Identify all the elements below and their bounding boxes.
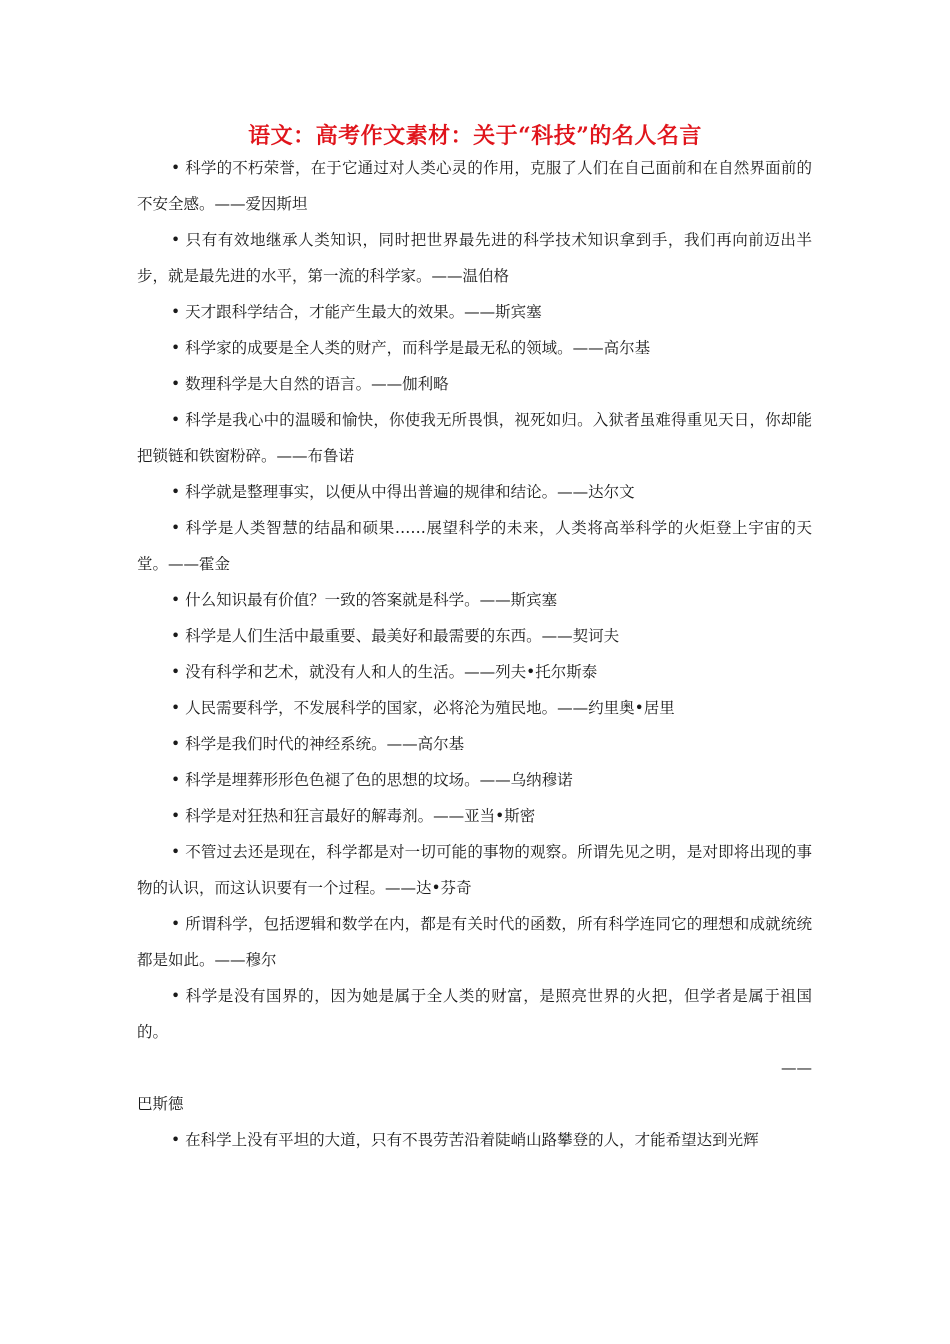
quote-author: 巴斯德 [137,1095,184,1113]
quote-item: • 不管过去还是现在，科学都是对一切可能的事物的观察。所谓先见之明，是对即将出现的事物的认识，而这认识要有一个过程。——达•芬奇 [137,843,812,897]
quote-item: • 在科学上没有平坦的大道，只有不畏劳苦沿着陡峭山路攀登的人，才能希望达到光辉 [171,1131,759,1149]
quote-item-split [137,978,812,1122]
quote-item: • 什么知识最有价值？一致的答案就是科学。——斯宾塞 [171,591,558,609]
quote-item: • 没有科学和艺术，就没有人和人的生活。——列夫•托尔斯泰 [171,663,598,681]
quote-item: • 数理科学是大自然的语言。——伽利略 [171,375,449,393]
quote-item: • 人民需要科学，不发展科学的国家，必将沦为殖民地。——约里奥•居里 [171,699,675,717]
quote-item: • 科学是我们时代的神经系统。——高尔基 [171,735,465,753]
quote-item: • 科学是人类智慧的结晶和硕果……展望科学的未来，人类将高举科学的火炬登上宇宙的天堂。——霍金 [137,519,812,573]
quote-item: • 科学是人们生活中最重要、最美好和最需要的东西。——契诃夫 [171,627,620,645]
quote-item: • 天才跟科学结合，才能产生最大的效果。——斯宾塞 [171,303,542,321]
quote-list [137,150,812,1158]
quote-item: • 科学的不朽荣誉，在于它通过对人类心灵的作用，克服了人们在自己面前和在自然界面前的不安全感。——爱因斯坦 [137,159,812,213]
quote-item: • 科学是我心中的温暖和愉快，你使我无所畏惧，视死如归。入狱者虽难得重见天日，你却能把锁链和铁窗粉碎。——布鲁诺 [137,411,812,465]
quote-item: • 科学家的成要是全人类的财产，而科学是最无私的领域。——高尔基 [171,339,651,357]
page-title: 语文：高考作文素材：关于“科技”的名人名言 [248,123,702,149]
quote-text: • 科学是没有国界的，因为她是属于全人类的财富，是照亮世界的火把，但学者是属于祖国的。 [137,987,812,1041]
quote-item: • 科学是埋葬形形色色褪了色的思想的坟场。——乌纳穆诺 [171,771,573,789]
quote-dash: —— [781,1059,812,1077]
quote-item: • 所谓科学，包括逻辑和数学在内，都是有关时代的函数，所有科学连同它的理想和成就统统都是如此。——穆尔 [137,915,812,969]
quote-item: • 科学是对狂热和狂言最好的解毒剂。——亚当•斯密 [171,807,536,825]
quote-item: • 只有有效地继承人类知识，同时把世界最先进的科学技术知识拿到手，我们再向前迈出半步，就是最先进的水平，第一流的科学家。——温伯格 [137,231,812,285]
quote-item: • 科学就是整理事实，以便从中得出普遍的规律和结论。——达尔文 [171,483,635,501]
